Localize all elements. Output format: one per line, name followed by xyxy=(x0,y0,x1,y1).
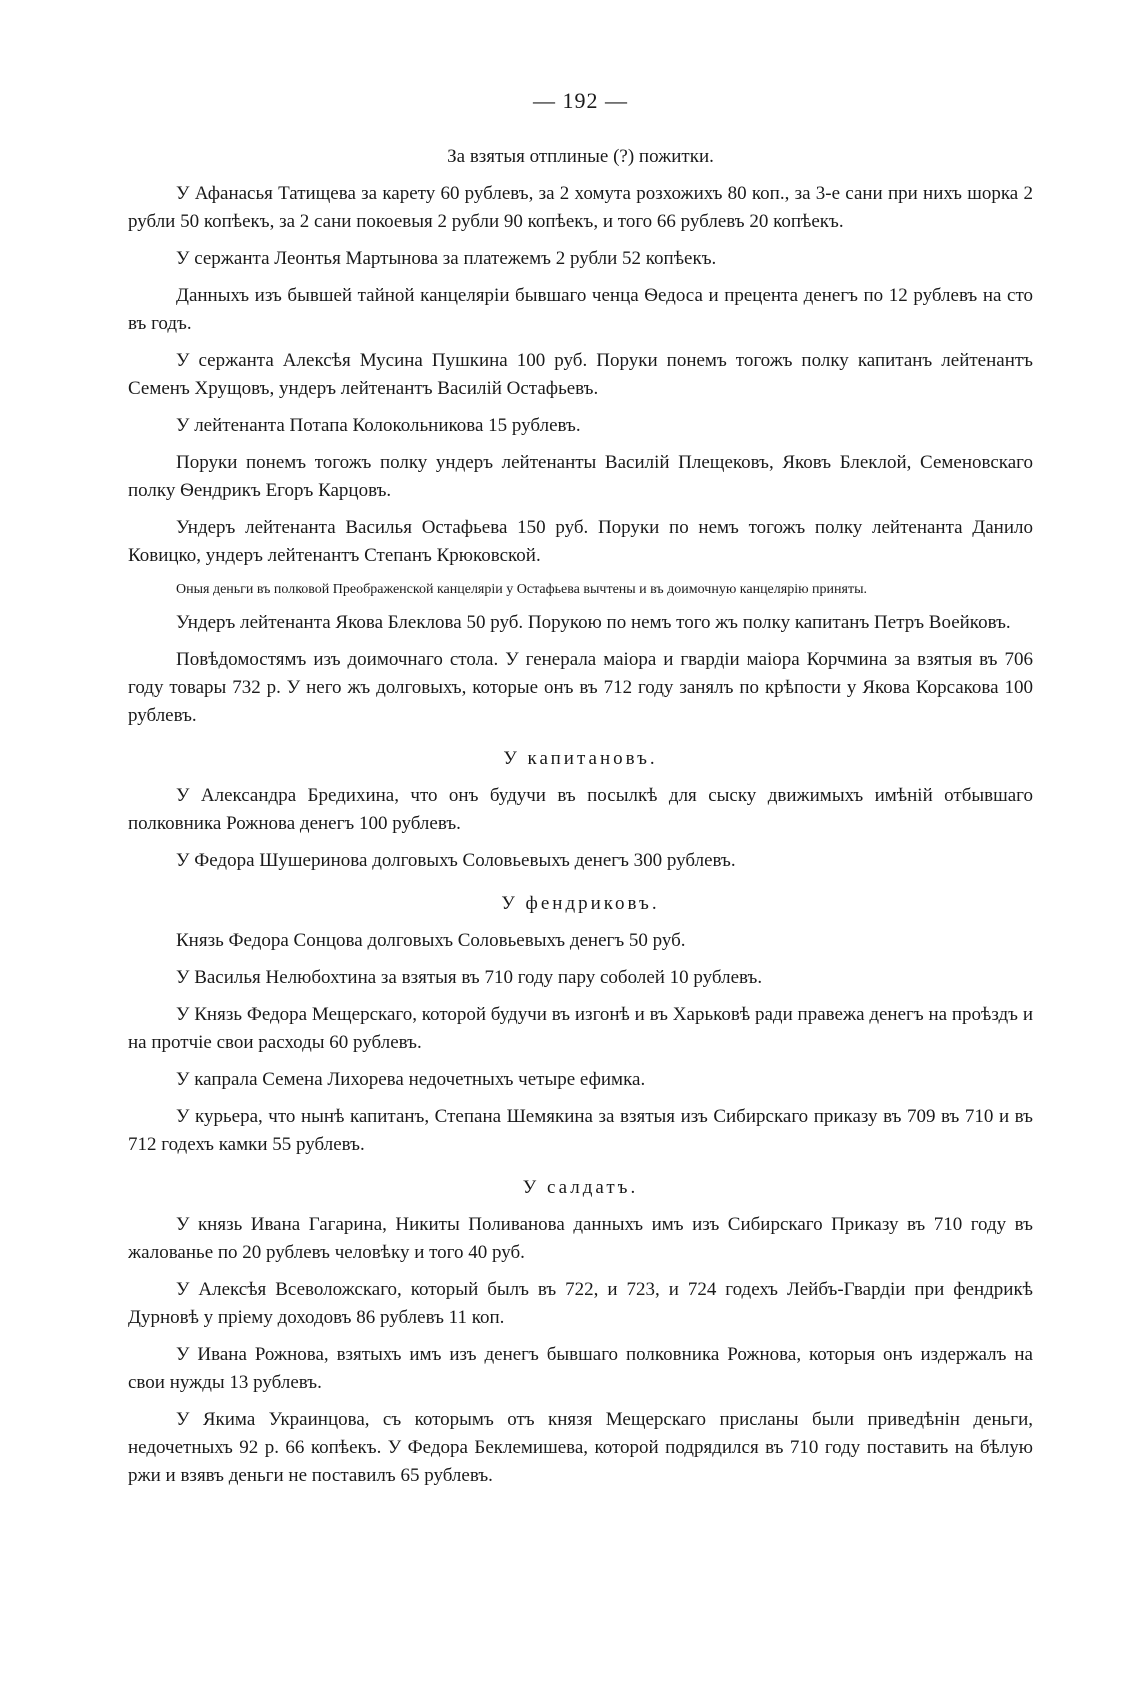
document-page xyxy=(128,88,1033,1648)
paragraph: У Князь Федора Мещерскаго, которой будучи въ изгонѣ и въ Харьковѣ ради правежа денегъ на проѣздъ и на протчіе свои расходы 60 рублевъ. xyxy=(128,1004,1033,1053)
section-heading: У фендриковъ. xyxy=(501,893,660,914)
paragraph: У князь Ивана Гагарина, Никиты Поливанова данныхъ имъ изъ Сибирскаго Приказу въ 710 году въ жалованье по 20 рублевъ человѣку и того 40 руб. xyxy=(128,1214,1033,1263)
section-heading: За взятыя отплиные (?) пожитки. xyxy=(447,146,714,167)
section-captains xyxy=(128,748,1033,875)
paragraph: У Федора Шушеринова долговыхъ Соловьевыхъ денегъ 300 рублевъ. xyxy=(176,850,736,871)
paragraph: Повѣдомостямъ изъ доимочнаго стола. У генерала маіора и гвардіи маіора Корчмина за взятыя въ 706 году товары 732 р. У него жъ долговыхъ, которые онъ въ 712 году занялъ по крѣпости у Якова Корсакова 100 рублевъ. xyxy=(128,649,1033,726)
paragraph: У Ивана Рожнова, взятыхъ имъ изъ денегъ бывшаго полковника Рожнова, которыя онъ издержалъ на свои нужды 13 рублевъ. xyxy=(128,1344,1033,1393)
paragraph: У сержанта Алексѣя Мусина Пушкина 100 руб. Поруки понемъ тогожъ полку капитанъ лейтенантъ Семенъ Хрущовъ, ундеръ лейтенантъ Василій Остафьевъ. xyxy=(128,350,1033,399)
paragraph: У Алексѣя Всеволожскаго, который былъ въ 722, и 723, и 724 годехъ Лейбъ-Гвардіи при фендрикѣ Дурновѣ у пріему доходовъ 86 рублевъ 11 коп. xyxy=(128,1279,1033,1328)
paragraph: Ундеръ лейтенанта Василья Остафьева 150 руб. Поруки по немъ тогожъ полку лейтенанта Данило Ковицко, ундеръ лейтенантъ Степанъ Крюковской. xyxy=(128,517,1033,566)
paragraph: У лейтенанта Потапа Колокольникова 15 рублевъ. xyxy=(176,415,581,436)
section-soldiers xyxy=(128,1177,1033,1490)
section-seized-property xyxy=(128,146,1033,730)
paragraph: У Александра Бредихина, что онъ будучи въ посылкѣ для сыску движимыхъ имѣній отбывшаго полковника Рожнова денегъ 100 рублевъ. xyxy=(128,785,1033,834)
section-ensigns xyxy=(128,893,1033,1159)
paragraph: У Василья Нелюбохтина за взятыя въ 710 году пару соболей 10 рублевъ. xyxy=(176,967,763,988)
paragraph: Князь Федора Сонцова долговыхъ Соловьевыхъ денегъ 50 руб. xyxy=(176,930,686,951)
paragraph: Ундеръ лейтенанта Якова Блеклова 50 руб. Порукою по немъ того жъ полку капитанъ Петръ Воейковъ. xyxy=(176,612,1011,633)
paragraph: У Афанасья Татищева за карету 60 рублевъ, за 2 хомута розхожихъ 80 коп., за 3-е сани при нихъ шорка 2 рубли 50 копѣекъ, за 2 сани покоевыя 2 рубли 90 копѣекъ, и того 66 рублевъ 20 копѣекъ. xyxy=(128,183,1033,232)
page-number: — 192 — xyxy=(533,88,628,113)
section-heading: У салдатъ. xyxy=(522,1177,639,1198)
footnote: Оныя деньги въ полковой Преображенской канцеляріи у Остафьева вычтены и въ доимочную канцелярію приняты. xyxy=(176,582,867,597)
paragraph: У капрала Семена Лихорева недочетныхъ четыре ефимка. xyxy=(176,1069,646,1090)
paragraph: Данныхъ изъ бывшей тайной канцеляріи бывшаго ченца Ѳедоса и прецента денегъ по 12 рублевъ на сто въ годъ. xyxy=(128,285,1033,334)
paragraph: У Якима Украинцова, съ которымъ отъ князя Мещерскаго присланы были приведѣнін деньги, недочетныхъ 92 р. 66 копѣекъ. У Федора Беклемишева, которой подрядился въ 710 году поставить на бѣлую ржи и взявъ деньги не поставилъ 65 рублевъ. xyxy=(128,1409,1033,1486)
paragraph: Поруки понемъ тогожъ полку ундеръ лейтенанты Василій Плещековъ, Яковъ Блеклой, Семеновскаго полку Ѳендрикъ Егоръ Карцовъ. xyxy=(128,452,1033,501)
paragraph: У сержанта Леонтья Мартынова за платежемъ 2 рубли 52 копѣекъ. xyxy=(176,248,717,269)
section-heading: У капитановъ. xyxy=(503,748,658,769)
paragraph: У курьера, что нынѣ капитанъ, Степана Шемякина за взятыя изъ Сибирскаго приказу въ 709 въ 710 и въ 712 годехъ камки 55 рублевъ. xyxy=(128,1106,1033,1155)
